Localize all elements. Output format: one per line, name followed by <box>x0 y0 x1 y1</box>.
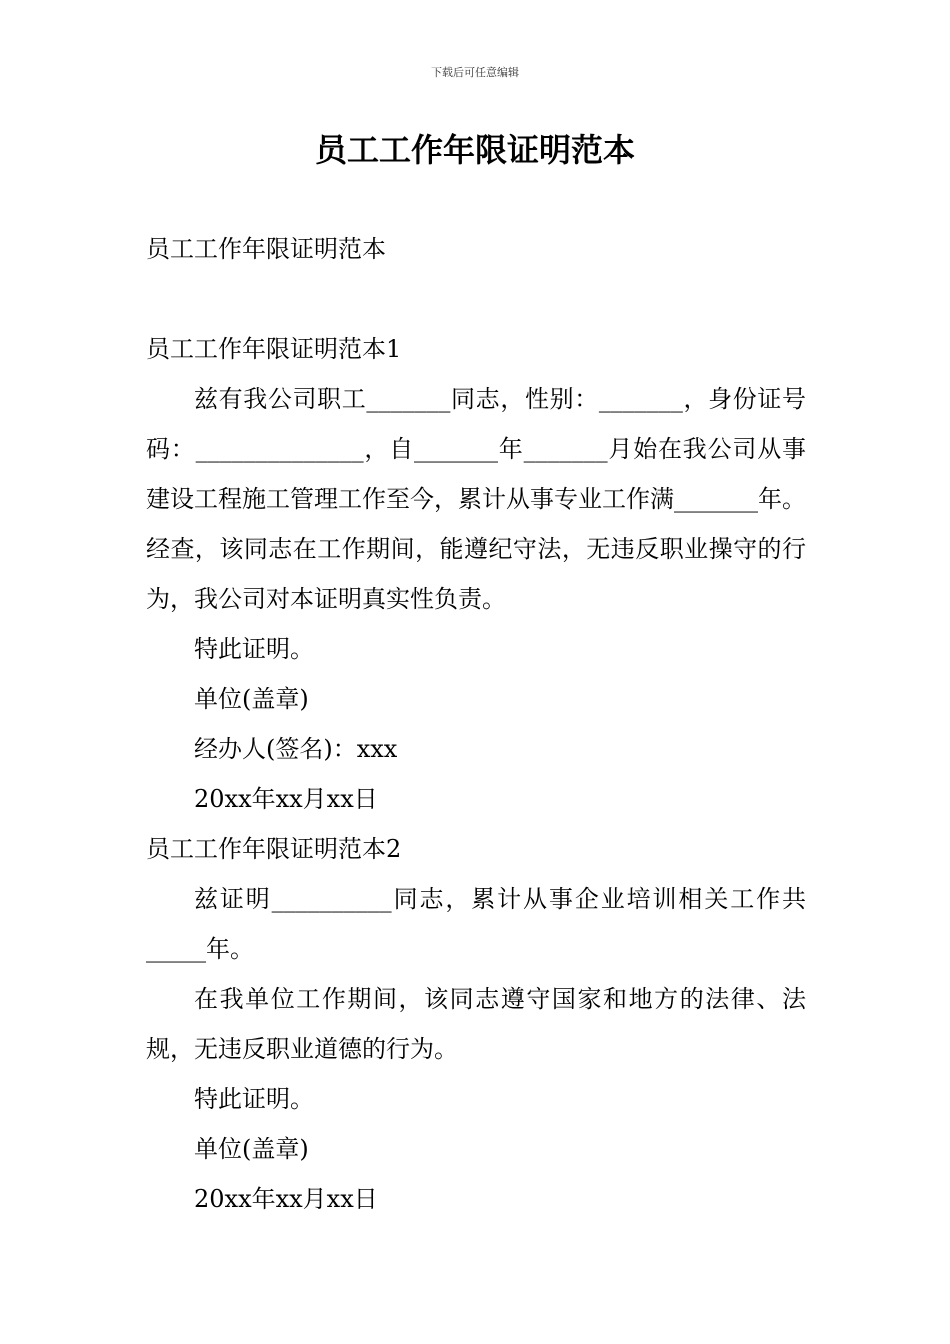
sample-1-body: 兹有我公司职工_______同志，性别：_______，身份证号码：______________，自_______年_______月始在我公司从事建设工程施工管理工作至今，累计从事专业工作满_______年。经查，该同志在工作期间，能遵纪守法，无违反职业操守的行为，我公司对本证明真实性负责。 <box>146 385 806 613</box>
sample-1-unit: 单位(盖章) <box>194 685 309 713</box>
sample-2-unit: 单位(盖章) <box>194 1135 309 1163</box>
document-title: 员工工作年限证明范本 <box>314 131 635 169</box>
sample-2-section <box>146 824 806 1224</box>
sample-1-closing: 特此证明。 <box>194 635 314 663</box>
sample-1-date: 20xx年xx月xx日 <box>194 785 378 813</box>
sample-2-heading: 员工工作年限证明范本2 <box>146 835 402 863</box>
document-subtitle: 员工工作年限证明范本 <box>146 235 386 263</box>
sample-2-date: 20xx年xx月xx日 <box>194 1185 378 1213</box>
sample-2-closing: 特此证明。 <box>194 1085 314 1113</box>
header-note: 下载后可任意编辑 <box>431 66 519 79</box>
sample-2-body-1: 兹证明__________同志，累计从事企业培训相关工作共_____年。 <box>146 885 806 963</box>
document-body <box>146 224 806 1224</box>
sample-1-handler: 经办人(签名)：xxx <box>194 735 398 763</box>
sample-2-body-2: 在我单位工作期间，该同志遵守国家和地方的法律、法规，无违反职业道德的行为。 <box>146 985 806 1063</box>
sample-1-heading: 员工工作年限证明范本1 <box>146 335 402 363</box>
sample-1-section <box>146 324 806 824</box>
